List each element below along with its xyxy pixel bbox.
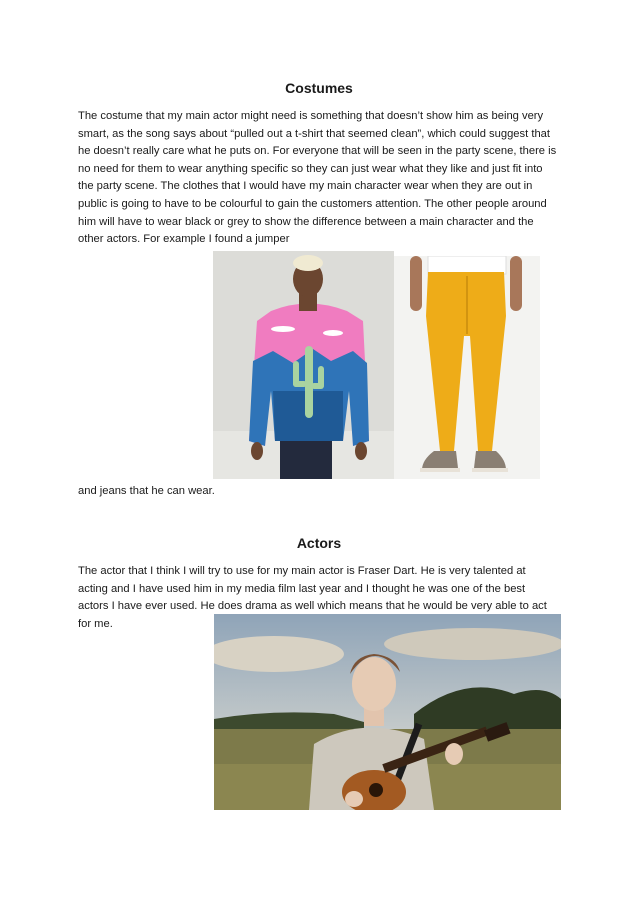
costumes-paragraph: The costume that my main actor might need is something that doesn’t show him as being very smart, as the song says about “pulled out a t-shirt that seemed clean”, which could suggest that he doesn’t really care what he puts on. For everyone that will be seen in the party scene, there is no need for them to wear anything specific so they can just wear what they like and just fit into the party scene. The clothes that I would have my main character wear when they are out in public is going to have to be colourful to gain the customers attention. The other people around him will have to wear black or grey to show the difference between a main character and the other actors. For example I found a jumper <box>78 110 557 246</box>
jeans-photo <box>394 256 540 479</box>
costumes-heading: Costumes <box>285 80 353 96</box>
actors-paragraph: The actor that I think I will try to use for my main actor is Fraser Dart. He is very talented at acting and I have used him in my media film last year and I thought he was one of the best actors I have ever used. He does drama as well which means that he would be very able to act for me. <box>78 565 547 630</box>
costumes-continuation: and jeans that he can wear. <box>78 485 215 497</box>
actors-heading: Actors <box>296 535 342 551</box>
actor-photo <box>214 614 561 810</box>
jumper-photo <box>213 251 394 479</box>
